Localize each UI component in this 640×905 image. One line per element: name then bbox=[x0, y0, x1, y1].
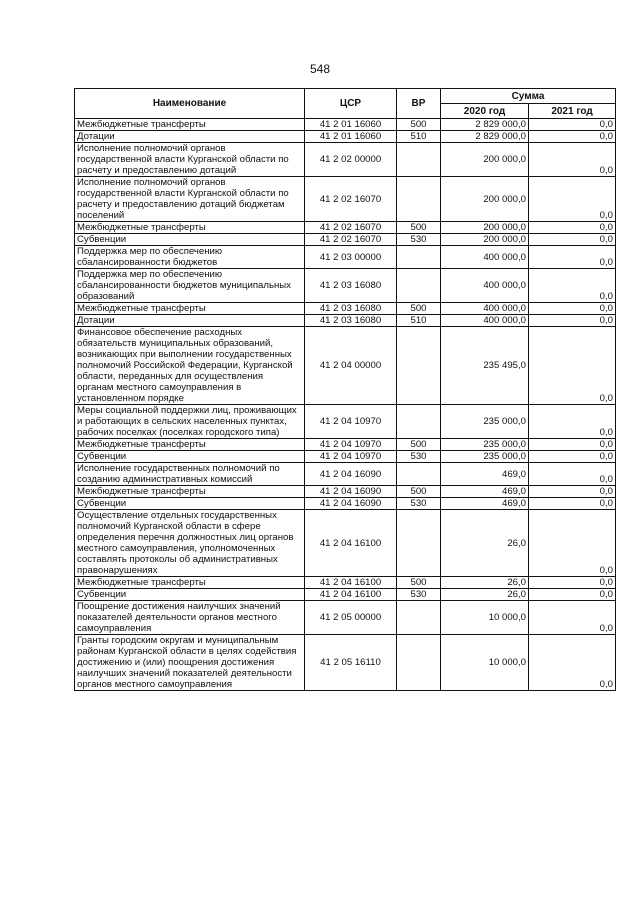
row-csr-cell: 41 2 05 16110 bbox=[305, 635, 397, 691]
header-sum: Сумма bbox=[441, 89, 616, 104]
header-name: Наименование bbox=[75, 89, 305, 119]
table-body bbox=[75, 119, 616, 691]
row-2021-amount-cell: 0,0 bbox=[529, 510, 616, 577]
row-vr-cell: 500 bbox=[397, 486, 441, 498]
row-vr-cell bbox=[397, 635, 441, 691]
row-2021-amount-cell: 0,0 bbox=[529, 234, 616, 246]
row-csr-cell: 41 2 03 16080 bbox=[305, 269, 397, 303]
row-vr-cell bbox=[397, 143, 441, 177]
row-name-cell: Межбюджетные трансферты bbox=[75, 486, 305, 498]
row-2020-amount-cell: 235 000,0 bbox=[441, 451, 529, 463]
row-vr-cell bbox=[397, 601, 441, 635]
row-csr-cell: 41 2 01 16060 bbox=[305, 131, 397, 143]
row-2020-amount-cell: 400 000,0 bbox=[441, 269, 529, 303]
table-row bbox=[75, 577, 616, 589]
row-2021-amount-cell: 0,0 bbox=[529, 405, 616, 439]
row-2020-amount-cell: 200 000,0 bbox=[441, 234, 529, 246]
row-name-cell: Субвенции bbox=[75, 234, 305, 246]
row-csr-cell: 41 2 04 16100 bbox=[305, 510, 397, 577]
row-vr-cell: 530 bbox=[397, 451, 441, 463]
row-vr-cell bbox=[397, 463, 441, 486]
table-row bbox=[75, 589, 616, 601]
budget-table bbox=[74, 88, 616, 691]
row-csr-cell: 41 2 03 16080 bbox=[305, 303, 397, 315]
row-2020-amount-cell: 26,0 bbox=[441, 510, 529, 577]
row-name-cell: Поддержка мер по обеспечению сбалансированности бюджетов муниципальных образований bbox=[75, 269, 305, 303]
row-csr-cell: 41 2 04 16090 bbox=[305, 486, 397, 498]
table-row bbox=[75, 315, 616, 327]
row-name-cell: Межбюджетные трансферты bbox=[75, 577, 305, 589]
row-vr-cell bbox=[397, 405, 441, 439]
row-csr-cell: 41 2 03 00000 bbox=[305, 246, 397, 269]
table-row bbox=[75, 143, 616, 177]
table-row bbox=[75, 451, 616, 463]
row-name-cell: Межбюджетные трансферты bbox=[75, 439, 305, 451]
row-2021-amount-cell: 0,0 bbox=[529, 327, 616, 405]
row-2020-amount-cell: 235 000,0 bbox=[441, 405, 529, 439]
row-vr-cell: 500 bbox=[397, 119, 441, 131]
row-2020-amount-cell: 10 000,0 bbox=[441, 635, 529, 691]
table-row bbox=[75, 498, 616, 510]
row-vr-cell bbox=[397, 177, 441, 222]
row-vr-cell: 500 bbox=[397, 577, 441, 589]
row-2020-amount-cell: 235 000,0 bbox=[441, 439, 529, 451]
row-name-cell: Поддержка мер по обеспечению сбалансированности бюджетов bbox=[75, 246, 305, 269]
row-2020-amount-cell: 200 000,0 bbox=[441, 143, 529, 177]
row-name-cell: Субвенции bbox=[75, 589, 305, 601]
row-csr-cell: 41 2 04 10970 bbox=[305, 405, 397, 439]
table-row bbox=[75, 269, 616, 303]
row-csr-cell: 41 2 02 16070 bbox=[305, 234, 397, 246]
table-row bbox=[75, 601, 616, 635]
row-2021-amount-cell: 0,0 bbox=[529, 303, 616, 315]
row-name-cell: Исполнение государственных полномочий по созданию административных комиссий bbox=[75, 463, 305, 486]
row-2020-amount-cell: 200 000,0 bbox=[441, 177, 529, 222]
row-vr-cell: 500 bbox=[397, 222, 441, 234]
table-row bbox=[75, 234, 616, 246]
row-2020-amount-cell: 10 000,0 bbox=[441, 601, 529, 635]
row-name-cell: Исполнение полномочий органов государственной власти Курганской области по расчету и предоставлению дотаций bbox=[75, 143, 305, 177]
row-2020-amount-cell: 200 000,0 bbox=[441, 222, 529, 234]
header-vr: ВР bbox=[397, 89, 441, 119]
table-row bbox=[75, 405, 616, 439]
table-row bbox=[75, 131, 616, 143]
row-name-cell: Дотации bbox=[75, 131, 305, 143]
row-name-cell: Дотации bbox=[75, 315, 305, 327]
row-name-cell: Межбюджетные трансферты bbox=[75, 222, 305, 234]
row-2021-amount-cell: 0,0 bbox=[529, 486, 616, 498]
row-2020-amount-cell: 469,0 bbox=[441, 463, 529, 486]
row-csr-cell: 41 2 01 16060 bbox=[305, 119, 397, 131]
row-2020-amount-cell: 26,0 bbox=[441, 589, 529, 601]
row-2021-amount-cell: 0,0 bbox=[529, 589, 616, 601]
row-2020-amount-cell: 469,0 bbox=[441, 498, 529, 510]
row-vr-cell bbox=[397, 246, 441, 269]
row-csr-cell: 41 2 04 16100 bbox=[305, 577, 397, 589]
table-row bbox=[75, 510, 616, 577]
row-csr-cell: 41 2 02 00000 bbox=[305, 143, 397, 177]
row-2020-amount-cell: 469,0 bbox=[441, 486, 529, 498]
row-2021-amount-cell: 0,0 bbox=[529, 131, 616, 143]
row-2020-amount-cell: 400 000,0 bbox=[441, 315, 529, 327]
table-row bbox=[75, 486, 616, 498]
table-row bbox=[75, 119, 616, 131]
row-csr-cell: 41 2 04 00000 bbox=[305, 327, 397, 405]
row-vr-cell: 510 bbox=[397, 131, 441, 143]
row-name-cell: Гранты городским округам и муниципальным районам Курганской области в целях содействия достижению и (или) поощрения достижения наилучших значений показателей деятельности органов местного самоуправления bbox=[75, 635, 305, 691]
row-csr-cell: 41 2 04 10970 bbox=[305, 439, 397, 451]
table-row bbox=[75, 177, 616, 222]
row-vr-cell: 510 bbox=[397, 315, 441, 327]
row-csr-cell: 41 2 05 00000 bbox=[305, 601, 397, 635]
row-vr-cell bbox=[397, 327, 441, 405]
row-2021-amount-cell: 0,0 bbox=[529, 439, 616, 451]
row-2020-amount-cell: 235 495,0 bbox=[441, 327, 529, 405]
row-vr-cell: 530 bbox=[397, 498, 441, 510]
row-2021-amount-cell: 0,0 bbox=[529, 498, 616, 510]
header-csr: ЦСР bbox=[305, 89, 397, 119]
row-vr-cell: 530 bbox=[397, 234, 441, 246]
page-number: 548 bbox=[309, 62, 331, 76]
row-name-cell: Субвенции bbox=[75, 451, 305, 463]
row-csr-cell: 41 2 04 16090 bbox=[305, 463, 397, 486]
header-year-2020: 2020 год bbox=[441, 104, 529, 119]
row-2020-amount-cell: 2 829 000,0 bbox=[441, 131, 529, 143]
row-2021-amount-cell: 0,0 bbox=[529, 463, 616, 486]
row-2021-amount-cell: 0,0 bbox=[529, 143, 616, 177]
row-2021-amount-cell: 0,0 bbox=[529, 577, 616, 589]
row-csr-cell: 41 2 04 16100 bbox=[305, 589, 397, 601]
row-2021-amount-cell: 0,0 bbox=[529, 601, 616, 635]
row-name-cell: Осуществление отдельных государственных полномочий Курганской области в сфере определения перечня должностных лиц органов местного самоуправления, уполномоченных составлять протоколы об административных правонарушениях bbox=[75, 510, 305, 577]
row-name-cell: Межбюджетные трансферты bbox=[75, 119, 305, 131]
row-2021-amount-cell: 0,0 bbox=[529, 119, 616, 131]
row-name-cell: Поощрение достижения наилучших значений показателей деятельности органов местного самоуправления bbox=[75, 601, 305, 635]
row-vr-cell bbox=[397, 510, 441, 577]
row-2020-amount-cell: 400 000,0 bbox=[441, 303, 529, 315]
row-vr-cell bbox=[397, 269, 441, 303]
table-row bbox=[75, 303, 616, 315]
row-csr-cell: 41 2 04 10970 bbox=[305, 451, 397, 463]
row-csr-cell: 41 2 02 16070 bbox=[305, 222, 397, 234]
row-csr-cell: 41 2 03 16080 bbox=[305, 315, 397, 327]
row-csr-cell: 41 2 02 16070 bbox=[305, 177, 397, 222]
row-name-cell: Исполнение полномочий органов государственной власти Курганской области по расчету и предоставлению дотаций бюджетам поселений bbox=[75, 177, 305, 222]
table-row bbox=[75, 439, 616, 451]
row-vr-cell: 530 bbox=[397, 589, 441, 601]
row-vr-cell: 500 bbox=[397, 439, 441, 451]
row-name-cell: Межбюджетные трансферты bbox=[75, 303, 305, 315]
table-row bbox=[75, 246, 616, 269]
table-row bbox=[75, 327, 616, 405]
row-name-cell: Меры социальной поддержки лиц, проживающих и работающих в сельских населенных пунктах, рабочих поселках (поселках городского типа) bbox=[75, 405, 305, 439]
row-2020-amount-cell: 2 829 000,0 bbox=[441, 119, 529, 131]
row-2020-amount-cell: 400 000,0 bbox=[441, 246, 529, 269]
row-name-cell: Финансовое обеспечение расходных обязательств муниципальных образований, возникающих при выполнении государственных полномочий Российской Федерации, Курганской области, переданных для осуществления органам местного самоуправления в установленном порядке bbox=[75, 327, 305, 405]
table-row bbox=[75, 635, 616, 691]
table-row bbox=[75, 222, 616, 234]
table-header bbox=[75, 89, 616, 119]
row-name-cell: Субвенции bbox=[75, 498, 305, 510]
table-row bbox=[75, 463, 616, 486]
row-2021-amount-cell: 0,0 bbox=[529, 451, 616, 463]
row-2021-amount-cell: 0,0 bbox=[529, 177, 616, 222]
row-2020-amount-cell: 26,0 bbox=[441, 577, 529, 589]
row-2021-amount-cell: 0,0 bbox=[529, 315, 616, 327]
row-2021-amount-cell: 0,0 bbox=[529, 222, 616, 234]
row-2021-amount-cell: 0,0 bbox=[529, 269, 616, 303]
header-year-2021: 2021 год bbox=[529, 104, 616, 119]
row-2021-amount-cell: 0,0 bbox=[529, 246, 616, 269]
row-csr-cell: 41 2 04 16090 bbox=[305, 498, 397, 510]
row-2021-amount-cell: 0,0 bbox=[529, 635, 616, 691]
row-vr-cell: 500 bbox=[397, 303, 441, 315]
